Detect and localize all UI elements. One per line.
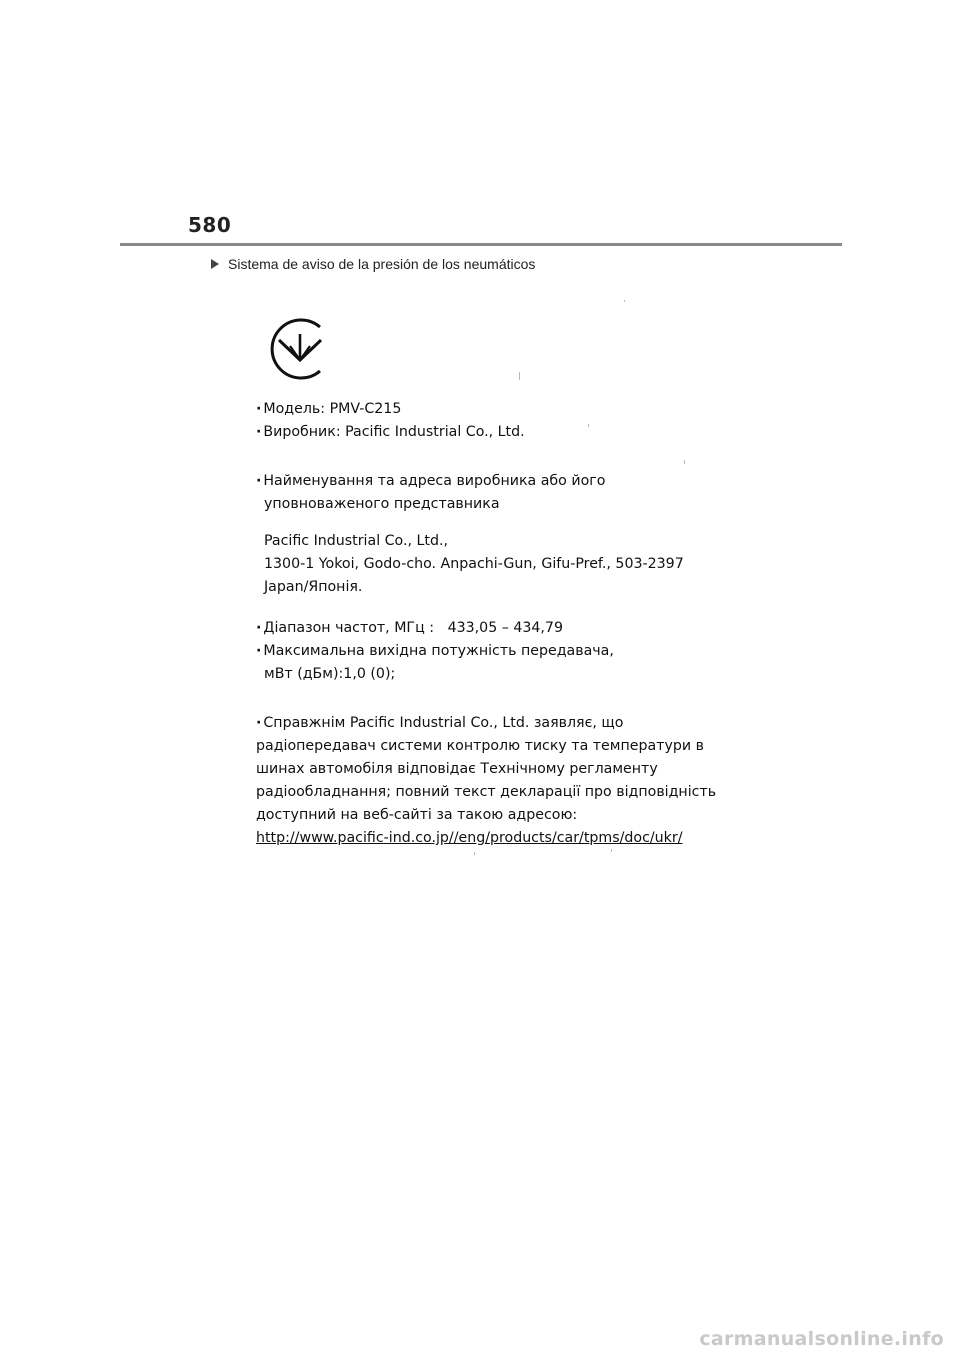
scan-speck	[684, 460, 685, 464]
conformity-statement: · Справжнім Pacific Industrial Co., Ltd. заявляє, що радіопередавач системи контролю тиску та температури в шинах автомобіля відповідає Технічному регламенту радіообладнання; повний текст декларації про відповідність доступний на веб-сайті за такою адресою: http://www.pacific-ind.co.jp//eng/products/car/tpms/doc/ukr/	[256, 712, 726, 850]
bullet-icon: ·	[256, 643, 262, 659]
name-address-heading-cont: уповноваженого представника	[264, 496, 500, 512]
triangle-right-icon	[211, 259, 219, 269]
model-line: · Модель: PMV-C215	[256, 401, 402, 417]
manufacturer-line: · Виробник: Pacific Industrial Co., Ltd.	[256, 424, 525, 440]
bullet-icon: ·	[256, 473, 262, 489]
bullet-icon: ·	[256, 424, 262, 440]
bullet-icon: ·	[256, 715, 262, 731]
page-number: 580	[188, 213, 232, 237]
bullet-icon: ·	[256, 401, 262, 417]
declaration-url-link[interactable]: http://www.pacific-ind.co.jp//eng/products/car/tpms/doc/ukr/	[256, 830, 683, 846]
scan-speck	[588, 424, 589, 427]
frequency-line	[256, 617, 726, 640]
header-divider	[120, 243, 842, 246]
power-line: · Максимальна вихідна потужність передавача,	[256, 643, 614, 659]
frequency-value: 433,05 – 434,79	[447, 620, 563, 636]
breadcrumb	[211, 256, 535, 272]
company-address: 1300-1 Yokoi, Godo-cho. Anpachi-Gun, Gifu-Pref., 503-2397	[264, 556, 684, 572]
breadcrumb-label: Sistema de aviso de la presión de los neumáticos	[228, 256, 536, 272]
scan-speck	[611, 849, 612, 852]
ukrsepro-conformity-mark-icon	[268, 316, 332, 382]
company-country: Japan/Японія.	[264, 579, 363, 595]
site-watermark: carmanualsonline.info	[699, 1328, 944, 1350]
bullet-icon: ·	[256, 620, 262, 636]
scan-speck	[519, 372, 520, 380]
scan-speck	[624, 300, 625, 302]
name-address-heading: · Найменування та адреса виробника або його	[256, 473, 606, 489]
power-value: мВт (дБм):1,0 (0);	[264, 666, 396, 682]
frequency-label: Діапазон частот, МГц :	[263, 620, 435, 636]
scan-speck	[474, 852, 475, 855]
company-name: Pacific Industrial Co., Ltd.,	[264, 533, 449, 549]
ukraine-declaration	[256, 398, 726, 850]
